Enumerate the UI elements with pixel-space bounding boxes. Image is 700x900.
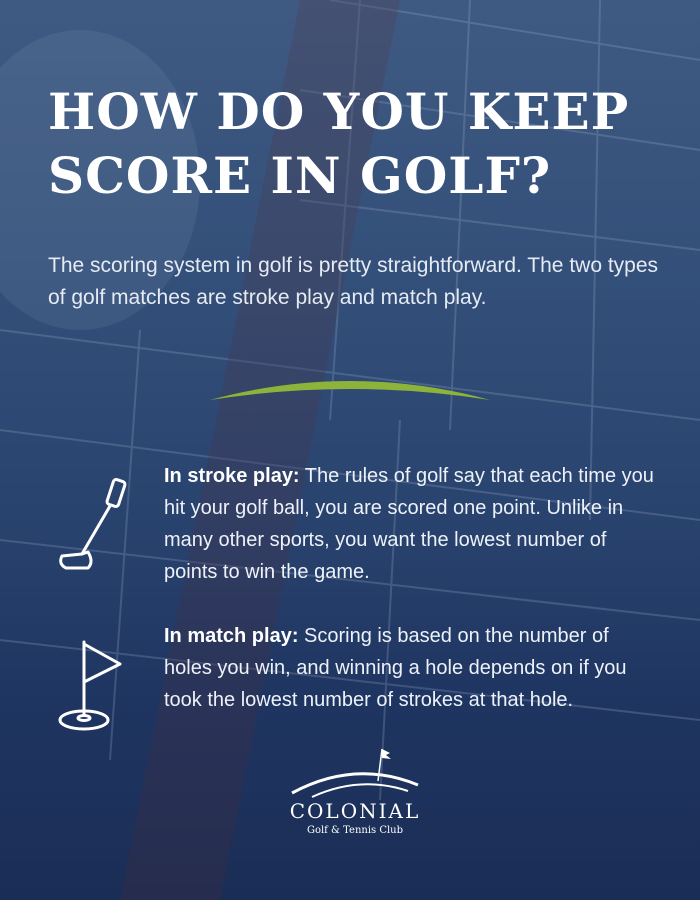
logo-flag-icon [290, 745, 420, 799]
logo-subtitle: Golf & Tennis Club [306, 825, 404, 836]
intro-paragraph: The scoring system in golf is pretty straightforward. The two types of golf matches are stroke play and match play. [48, 254, 659, 309]
colonial-logo [270, 745, 440, 845]
stroke-play-label: In stroke play: [164, 465, 300, 487]
stroke-play-body: The rules of golf say that each time you hit your golf ball, you are scored one point. Unlike in many other sports, you want the lowest number of points to win the game. [164, 465, 654, 583]
match-play-text [164, 620, 654, 716]
golf-flag-icon [52, 634, 132, 734]
page-title: HOW DO YOU KEEP SCORE IN GOLF? [48, 82, 630, 205]
golf-club-icon [52, 472, 132, 572]
stroke-play-text [164, 460, 654, 588]
match-play-label: In match play: [164, 625, 299, 647]
logo-name: COLONIAL [289, 799, 421, 823]
green-arc-divider [210, 372, 490, 406]
match-play-body: Scoring is based on the number of holes you win, and winning a hole depends on if you took the lowest number of strokes at that hole. [164, 625, 627, 711]
